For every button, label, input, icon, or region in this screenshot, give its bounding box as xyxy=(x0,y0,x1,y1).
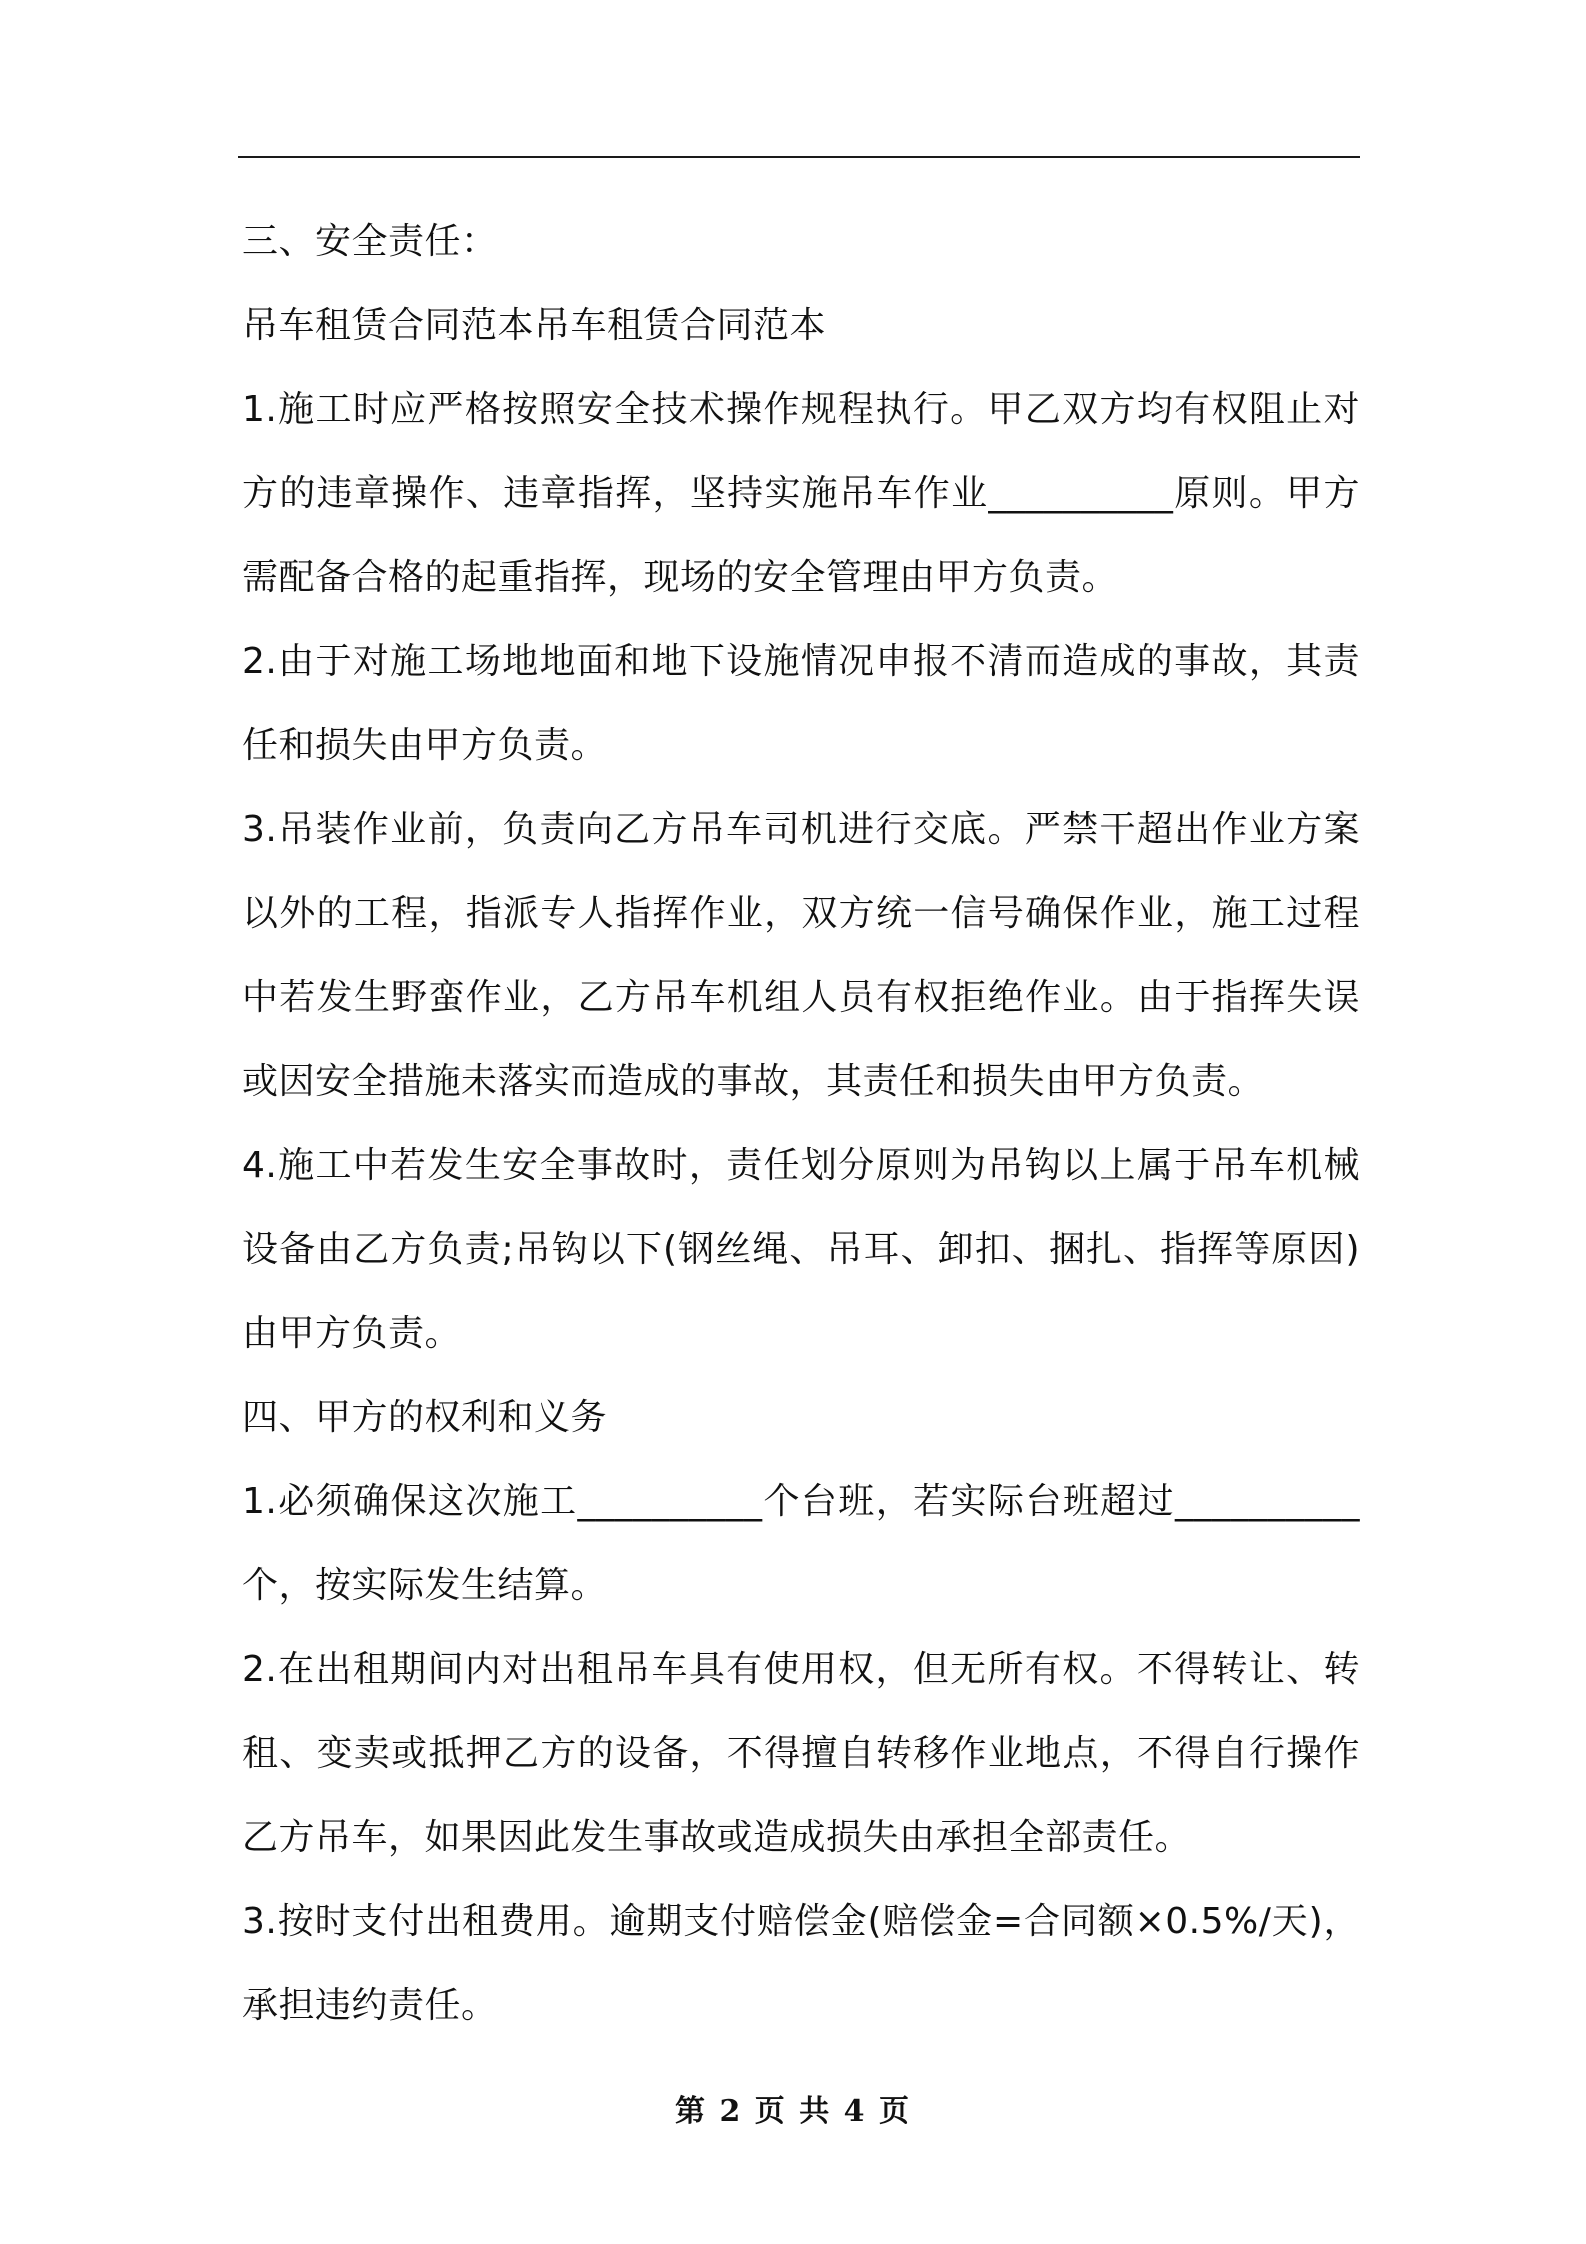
body-line: 1.必须确保这次施工__________个台班，若实际台班超过__________ xyxy=(242,1481,1360,1522)
body-line: 4.施工中若发生安全事故时，责任划分原则为吊钩以上属于吊车机械 xyxy=(242,1145,1360,1186)
body-line: 或因安全措施未落实而造成的事故，其责任和损失由甲方负责。 xyxy=(242,1061,1265,1102)
body-line: 方的违章操作、违章指挥，坚持实施吊车作业__________原则。甲方 xyxy=(242,473,1360,514)
section-heading: 四、甲方的权利和义务 xyxy=(242,1397,608,1438)
body-line: 3.吊装作业前，负责向乙方吊车司机进行交底。严禁干超出作业方案 xyxy=(242,809,1360,850)
body-line: 任和损失由甲方负责。 xyxy=(242,725,608,766)
body-line: 承担违约责任。 xyxy=(242,1985,498,2026)
body-line: 1.施工时应严格按照安全技术操作规程执行。甲乙双方均有权阻止对 xyxy=(242,389,1360,430)
page-number: 第 2 页 共 4 页 xyxy=(675,2094,911,2129)
body-line: 3.按时支付出租费用。逾期支付赔偿金(赔偿金=合同额×0.5%/天)， xyxy=(242,1901,1360,1942)
body-line: 2.由于对施工场地地面和地下设施情况申报不清而造成的事故，其责 xyxy=(242,641,1360,682)
body-line: 设备由乙方负责;吊钩以下(钢丝绳、吊耳、卸扣、捆扎、指挥等原因) xyxy=(242,1229,1360,1270)
body-line: 以外的工程，指派专人指挥作业，双方统一信号确保作业，施工过程 xyxy=(242,893,1360,934)
header-divider xyxy=(238,156,1360,158)
body-line: 由甲方负责。 xyxy=(242,1313,462,1354)
body-line: 个，按实际发生结算。 xyxy=(242,1565,608,1606)
body-line: 乙方吊车，如果因此发生事故或造成损失由承担全部责任。 xyxy=(242,1817,1192,1858)
document-body xyxy=(242,200,1360,2048)
body-line: 中若发生野蛮作业，乙方吊车机组人员有权拒绝作业。由于指挥失误 xyxy=(242,977,1360,1018)
body-line: 租、变卖或抵押乙方的设备，不得擅自转移作业地点，不得自行操作 xyxy=(242,1733,1360,1774)
section-heading: 三、安全责任： xyxy=(242,221,498,262)
body-line: 2.在出租期间内对出租吊车具有使用权，但无所有权。不得转让、转 xyxy=(242,1649,1360,1690)
body-line: 吊车租赁合同范本吊车租赁合同范本 xyxy=(242,305,827,346)
body-line: 需配备合格的起重指挥，现场的安全管理由甲方负责。 xyxy=(242,557,1119,598)
